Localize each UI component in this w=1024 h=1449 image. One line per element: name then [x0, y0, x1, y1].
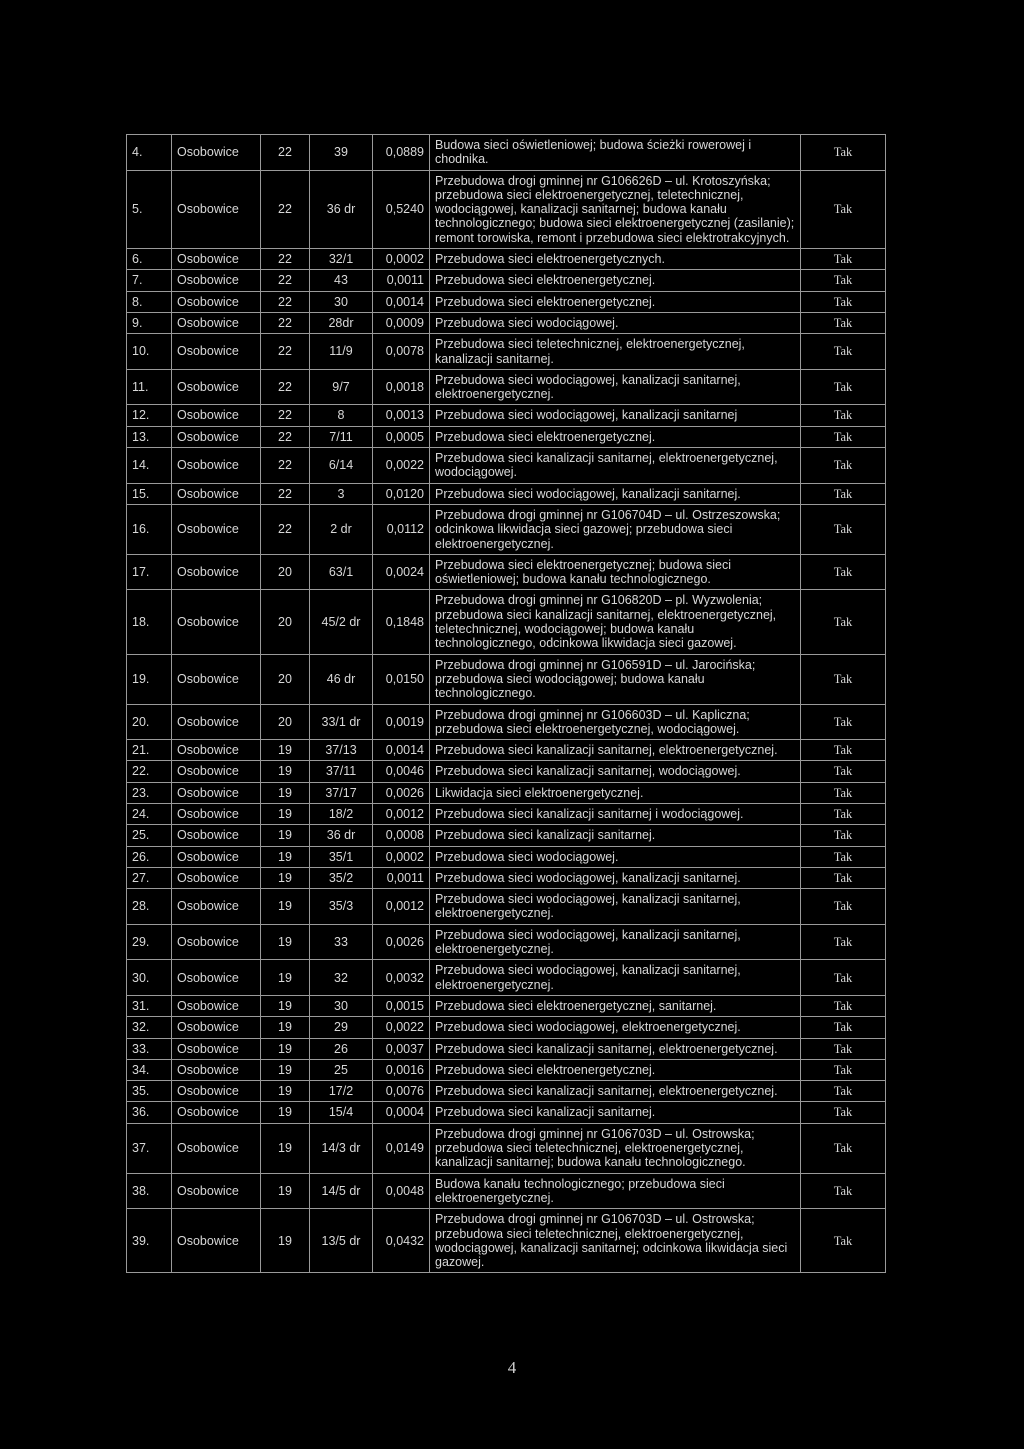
table-row	[127, 1123, 886, 1173]
precinct-name: Osobowice	[172, 312, 261, 333]
precinct-name: Osobowice	[172, 426, 261, 447]
row-number: 12.	[127, 405, 172, 426]
status-value: Tak	[801, 740, 886, 761]
status-value: Tak	[801, 889, 886, 925]
status-value: Tak	[801, 924, 886, 960]
status-value: Tak	[801, 483, 886, 504]
precinct-name: Osobowice	[172, 448, 261, 484]
map-sheet: 19	[261, 825, 310, 846]
row-number: 23.	[127, 782, 172, 803]
table-row	[127, 995, 886, 1016]
works-description: Przebudowa sieci kanalizacji sanitarnej i wodociągowej.	[430, 803, 801, 824]
table-row	[127, 1209, 886, 1273]
status-value: Tak	[801, 782, 886, 803]
parcel-number: 35/2	[310, 867, 373, 888]
table-row	[127, 405, 886, 426]
works-description: Przebudowa sieci wodociągowej, kanalizacji sanitarnej	[430, 405, 801, 426]
status-value: Tak	[801, 1102, 886, 1123]
parcel-area: 0,0011	[373, 270, 430, 291]
row-number: 14.	[127, 448, 172, 484]
parcel-number: 35/3	[310, 889, 373, 925]
parcel-area: 0,0432	[373, 1209, 430, 1273]
parcel-number: 13/5 dr	[310, 1209, 373, 1273]
parcel-area: 0,0004	[373, 1102, 430, 1123]
table-row	[127, 590, 886, 654]
status-value: Tak	[801, 291, 886, 312]
parcel-area: 0,0149	[373, 1123, 430, 1173]
works-description: Budowa kanału technologicznego; przebudowa sieci elektroenergetycznej.	[430, 1173, 801, 1209]
works-description: Przebudowa drogi gminnej nr G106703D – ul. Ostrowska; przebudowa sieci teletechnicznej, elektroenergetycznej, kanalizacji sanitarnej; budowa kanału technologicznego.	[430, 1123, 801, 1173]
precinct-name: Osobowice	[172, 924, 261, 960]
map-sheet: 19	[261, 1209, 310, 1273]
table-row	[127, 704, 886, 740]
parcel-area: 0,0150	[373, 654, 430, 704]
parcel-number: 2 dr	[310, 504, 373, 554]
parcel-number: 39	[310, 135, 373, 171]
parcel-area: 0,0024	[373, 554, 430, 590]
parcel-number: 18/2	[310, 803, 373, 824]
table-row	[127, 1102, 886, 1123]
table-row	[127, 846, 886, 867]
map-sheet: 19	[261, 1123, 310, 1173]
works-description: Przebudowa sieci wodociągowej.	[430, 312, 801, 333]
parcel-number: 11/9	[310, 334, 373, 370]
status-value: Tak	[801, 426, 886, 447]
precinct-name: Osobowice	[172, 270, 261, 291]
table-row	[127, 924, 886, 960]
table-row	[127, 483, 886, 504]
works-description: Przebudowa drogi gminnej nr G106603D – ul. Kapliczna; przebudowa sieci elektroenergetycznej, wodociągowej.	[430, 704, 801, 740]
parcel-area: 0,0048	[373, 1173, 430, 1209]
parcel-area: 0,0889	[373, 135, 430, 171]
status-value: Tak	[801, 761, 886, 782]
row-number: 39.	[127, 1209, 172, 1273]
table-row	[127, 654, 886, 704]
parcel-number: 37/17	[310, 782, 373, 803]
status-value: Tak	[801, 270, 886, 291]
parcel-area: 0,0112	[373, 504, 430, 554]
works-description: Przebudowa sieci wodociągowej, kanalizacji sanitarnej, elektroenergetycznej.	[430, 960, 801, 996]
status-value: Tak	[801, 1081, 886, 1102]
works-description: Przebudowa sieci elektroenergetycznej.	[430, 270, 801, 291]
row-number: 37.	[127, 1123, 172, 1173]
precinct-name: Osobowice	[172, 704, 261, 740]
precinct-name: Osobowice	[172, 1059, 261, 1080]
parcel-number: 14/3 dr	[310, 1123, 373, 1173]
parcel-area: 0,0011	[373, 867, 430, 888]
map-sheet: 22	[261, 270, 310, 291]
parcel-area: 0,0076	[373, 1081, 430, 1102]
row-number: 29.	[127, 924, 172, 960]
status-value: Tak	[801, 1059, 886, 1080]
precinct-name: Osobowice	[172, 1123, 261, 1173]
status-value: Tak	[801, 654, 886, 704]
works-description: Przebudowa sieci wodociągowej, kanalizacji sanitarnej, elektroenergetycznej.	[430, 889, 801, 925]
parcel-number: 6/14	[310, 448, 373, 484]
parcel-number: 17/2	[310, 1081, 373, 1102]
parcel-number: 30	[310, 995, 373, 1016]
precinct-name: Osobowice	[172, 1038, 261, 1059]
parcel-area: 0,0016	[373, 1059, 430, 1080]
status-value: Tak	[801, 825, 886, 846]
parcel-number: 28dr	[310, 312, 373, 333]
map-sheet: 19	[261, 740, 310, 761]
parcel-number: 3	[310, 483, 373, 504]
works-description: Przebudowa sieci teletechnicznej, elektroenergetycznej, kanalizacji sanitarnej.	[430, 334, 801, 370]
status-value: Tak	[801, 846, 886, 867]
status-value: Tak	[801, 135, 886, 171]
parcel-area: 0,0037	[373, 1038, 430, 1059]
precinct-name: Osobowice	[172, 170, 261, 248]
row-number: 4.	[127, 135, 172, 171]
works-description: Przebudowa sieci wodociągowej.	[430, 846, 801, 867]
status-value: Tak	[801, 1173, 886, 1209]
table-row	[127, 740, 886, 761]
parcel-area: 0,0008	[373, 825, 430, 846]
map-sheet: 22	[261, 369, 310, 405]
parcel-number: 15/4	[310, 1102, 373, 1123]
parcel-number: 29	[310, 1017, 373, 1038]
works-description: Przebudowa sieci wodociągowej, elektroenergetycznej.	[430, 1017, 801, 1038]
works-description: Przebudowa drogi gminnej nr G106703D – ul. Ostrowska; przebudowa sieci teletechnicznej, elektroenergetycznej, wodociągowej, kanalizacji sanitarnej; odcinkowa likwidacja sieci gazowej.	[430, 1209, 801, 1273]
table-row	[127, 960, 886, 996]
row-number: 35.	[127, 1081, 172, 1102]
precinct-name: Osobowice	[172, 1209, 261, 1273]
table-row	[127, 369, 886, 405]
parcel-area: 0,0005	[373, 426, 430, 447]
works-description: Przebudowa sieci wodociągowej, kanalizacji sanitarnej.	[430, 483, 801, 504]
row-number: 32.	[127, 1017, 172, 1038]
precinct-name: Osobowice	[172, 867, 261, 888]
table-row	[127, 334, 886, 370]
works-description: Przebudowa sieci kanalizacji sanitarnej, wodociągowej.	[430, 761, 801, 782]
parcel-number: 37/11	[310, 761, 373, 782]
status-value: Tak	[801, 249, 886, 270]
precinct-name: Osobowice	[172, 740, 261, 761]
map-sheet: 22	[261, 504, 310, 554]
precinct-name: Osobowice	[172, 135, 261, 171]
precinct-name: Osobowice	[172, 369, 261, 405]
table-row	[127, 504, 886, 554]
table-row	[127, 761, 886, 782]
status-value: Tak	[801, 803, 886, 824]
row-number: 17.	[127, 554, 172, 590]
parcel-number: 46 dr	[310, 654, 373, 704]
precinct-name: Osobowice	[172, 761, 261, 782]
parcel-number: 14/5 dr	[310, 1173, 373, 1209]
parcel-area: 0,0026	[373, 782, 430, 803]
page-number: 4	[507, 1358, 517, 1377]
table-row	[127, 1059, 886, 1080]
works-description: Przebudowa drogi gminnej nr G106820D – pl. Wyzwolenia; przebudowa sieci kanalizacji sanitarnej, elektroenergetycznej, teletechnicznej, wodociągowej; budowa kanału technologicznego, odcinkowa likwidacja sieci gazowej.	[430, 590, 801, 654]
parcel-area: 0,0018	[373, 369, 430, 405]
parcel-area: 0,5240	[373, 170, 430, 248]
row-number: 6.	[127, 249, 172, 270]
row-number: 36.	[127, 1102, 172, 1123]
map-sheet: 19	[261, 867, 310, 888]
map-sheet: 19	[261, 1017, 310, 1038]
row-number: 38.	[127, 1173, 172, 1209]
map-sheet: 19	[261, 924, 310, 960]
map-sheet: 20	[261, 704, 310, 740]
precinct-name: Osobowice	[172, 1102, 261, 1123]
parcel-area: 0,0014	[373, 291, 430, 312]
parcel-area: 0,0046	[373, 761, 430, 782]
status-value: Tak	[801, 554, 886, 590]
parcel-area: 0,0078	[373, 334, 430, 370]
table-row	[127, 825, 886, 846]
status-value: Tak	[801, 867, 886, 888]
map-sheet: 19	[261, 846, 310, 867]
works-description: Przebudowa sieci wodociągowej, kanalizacji sanitarnej.	[430, 867, 801, 888]
map-sheet: 19	[261, 1081, 310, 1102]
parcel-number: 43	[310, 270, 373, 291]
table-row	[127, 135, 886, 171]
parcel-area: 0,0002	[373, 846, 430, 867]
precinct-name: Osobowice	[172, 483, 261, 504]
parcel-area: 0,0014	[373, 740, 430, 761]
map-sheet: 19	[261, 1102, 310, 1123]
parcel-area: 0,0012	[373, 803, 430, 824]
parcel-area: 0,0009	[373, 312, 430, 333]
table-row	[127, 448, 886, 484]
row-number: 20.	[127, 704, 172, 740]
parcel-number: 37/13	[310, 740, 373, 761]
row-number: 26.	[127, 846, 172, 867]
works-description: Przebudowa sieci kanalizacji sanitarnej, elektroenergetycznej.	[430, 740, 801, 761]
row-number: 21.	[127, 740, 172, 761]
row-number: 8.	[127, 291, 172, 312]
table-row	[127, 312, 886, 333]
precinct-name: Osobowice	[172, 405, 261, 426]
works-description: Przebudowa sieci elektroenergetycznej.	[430, 426, 801, 447]
map-sheet: 19	[261, 1059, 310, 1080]
map-sheet: 19	[261, 889, 310, 925]
table-row	[127, 803, 886, 824]
map-sheet: 22	[261, 483, 310, 504]
status-value: Tak	[801, 170, 886, 248]
precinct-name: Osobowice	[172, 334, 261, 370]
table-row	[127, 1017, 886, 1038]
row-number: 9.	[127, 312, 172, 333]
row-number: 19.	[127, 654, 172, 704]
parcel-area: 0,1848	[373, 590, 430, 654]
parcel-number: 45/2 dr	[310, 590, 373, 654]
parcel-area: 0,0120	[373, 483, 430, 504]
row-number: 34.	[127, 1059, 172, 1080]
table-row	[127, 554, 886, 590]
parcel-table	[126, 134, 886, 1273]
parcel-number: 63/1	[310, 554, 373, 590]
table-row	[127, 291, 886, 312]
precinct-name: Osobowice	[172, 995, 261, 1016]
works-description: Przebudowa sieci elektroenergetycznej, sanitarnej.	[430, 995, 801, 1016]
parcel-area: 0,0002	[373, 249, 430, 270]
table-row	[127, 426, 886, 447]
parcel-number: 32	[310, 960, 373, 996]
parcel-area: 0,0026	[373, 924, 430, 960]
precinct-name: Osobowice	[172, 846, 261, 867]
map-sheet: 22	[261, 291, 310, 312]
works-description: Przebudowa sieci elektroenergetycznej.	[430, 291, 801, 312]
parcel-area: 0,0012	[373, 889, 430, 925]
table-row	[127, 170, 886, 248]
works-description: Przebudowa drogi gminnej nr G106704D – ul. Ostrzeszowska; odcinkowa likwidacja sieci gazowej; przebudowa sieci elektroenergetycznej.	[430, 504, 801, 554]
map-sheet: 22	[261, 448, 310, 484]
table-row	[127, 782, 886, 803]
table-row	[127, 1173, 886, 1209]
status-value: Tak	[801, 995, 886, 1016]
row-number: 7.	[127, 270, 172, 291]
map-sheet: 20	[261, 554, 310, 590]
works-description: Przebudowa sieci kanalizacji sanitarnej, elektroenergetycznej.	[430, 1038, 801, 1059]
row-number: 5.	[127, 170, 172, 248]
parcel-area: 0,0022	[373, 448, 430, 484]
status-value: Tak	[801, 704, 886, 740]
status-value: Tak	[801, 312, 886, 333]
row-number: 30.	[127, 960, 172, 996]
works-description: Przebudowa sieci elektroenergetycznych.	[430, 249, 801, 270]
map-sheet: 19	[261, 1173, 310, 1209]
parcel-area: 0,0032	[373, 960, 430, 996]
map-sheet: 22	[261, 312, 310, 333]
works-description: Przebudowa sieci kanalizacji sanitarnej.	[430, 825, 801, 846]
table-row	[127, 249, 886, 270]
map-sheet: 22	[261, 170, 310, 248]
parcel-number: 32/1	[310, 249, 373, 270]
works-description: Budowa sieci oświetleniowej; budowa ścieżki rowerowej i chodnika.	[430, 135, 801, 171]
map-sheet: 19	[261, 995, 310, 1016]
precinct-name: Osobowice	[172, 590, 261, 654]
table-row	[127, 1038, 886, 1059]
precinct-name: Osobowice	[172, 249, 261, 270]
parcel-area: 0,0022	[373, 1017, 430, 1038]
precinct-name: Osobowice	[172, 1173, 261, 1209]
parcel-table-body	[127, 135, 886, 1273]
status-value: Tak	[801, 334, 886, 370]
parcel-number: 36 dr	[310, 825, 373, 846]
precinct-name: Osobowice	[172, 782, 261, 803]
precinct-name: Osobowice	[172, 1017, 261, 1038]
parcel-number: 30	[310, 291, 373, 312]
map-sheet: 22	[261, 426, 310, 447]
precinct-name: Osobowice	[172, 960, 261, 996]
table-row	[127, 270, 886, 291]
map-sheet: 20	[261, 590, 310, 654]
row-number: 18.	[127, 590, 172, 654]
map-sheet: 19	[261, 803, 310, 824]
status-value: Tak	[801, 1017, 886, 1038]
row-number: 27.	[127, 867, 172, 888]
works-description: Przebudowa sieci kanalizacji sanitarnej, elektroenergetycznej, wodociągowej.	[430, 448, 801, 484]
works-description: Likwidacja sieci elektroenergetycznej.	[430, 782, 801, 803]
parcel-area: 0,0015	[373, 995, 430, 1016]
parcel-area: 0,0013	[373, 405, 430, 426]
parcel-number: 7/11	[310, 426, 373, 447]
map-sheet: 22	[261, 405, 310, 426]
works-description: Przebudowa sieci kanalizacji sanitarnej.	[430, 1102, 801, 1123]
precinct-name: Osobowice	[172, 803, 261, 824]
table-row	[127, 889, 886, 925]
parcel-number: 26	[310, 1038, 373, 1059]
row-number: 10.	[127, 334, 172, 370]
status-value: Tak	[801, 504, 886, 554]
parcel-number: 9/7	[310, 369, 373, 405]
parcel-number: 33/1 dr	[310, 704, 373, 740]
works-description: Przebudowa drogi gminnej nr G106626D – ul. Krotoszyńska; przebudowa sieci elektroenergetycznej, teletechnicznej, wodociągowej, kanalizacji sanitarnej; budowa kanału technologicznego; budowa sieci elektroenergetycznej (zasilanie); remont torowiska, remont i przebudowa sieci elektrotrakcyjnych.	[430, 170, 801, 248]
status-value: Tak	[801, 405, 886, 426]
parcel-number: 8	[310, 405, 373, 426]
table-row	[127, 1081, 886, 1102]
row-number: 22.	[127, 761, 172, 782]
map-sheet: 19	[261, 1038, 310, 1059]
row-number: 16.	[127, 504, 172, 554]
precinct-name: Osobowice	[172, 654, 261, 704]
map-sheet: 20	[261, 654, 310, 704]
status-value: Tak	[801, 960, 886, 996]
works-description: Przebudowa drogi gminnej nr G106591D – ul. Jarocińska; przebudowa sieci wodociągowej; budowa kanału technologicznego.	[430, 654, 801, 704]
precinct-name: Osobowice	[172, 504, 261, 554]
status-value: Tak	[801, 448, 886, 484]
parcel-number: 33	[310, 924, 373, 960]
parcel-number: 25	[310, 1059, 373, 1080]
precinct-name: Osobowice	[172, 825, 261, 846]
parcel-number: 36 dr	[310, 170, 373, 248]
map-sheet: 19	[261, 761, 310, 782]
parcel-number: 35/1	[310, 846, 373, 867]
row-number: 15.	[127, 483, 172, 504]
row-number: 11.	[127, 369, 172, 405]
map-sheet: 19	[261, 782, 310, 803]
parcel-area: 0,0019	[373, 704, 430, 740]
works-description: Przebudowa sieci kanalizacji sanitarnej, elektroenergetycznej.	[430, 1081, 801, 1102]
document-page	[126, 134, 886, 1273]
row-number: 25.	[127, 825, 172, 846]
row-number: 33.	[127, 1038, 172, 1059]
status-value: Tak	[801, 1123, 886, 1173]
works-description: Przebudowa sieci wodociągowej, kanalizacji sanitarnej, elektroenergetycznej.	[430, 369, 801, 405]
precinct-name: Osobowice	[172, 889, 261, 925]
status-value: Tak	[801, 369, 886, 405]
row-number: 24.	[127, 803, 172, 824]
status-value: Tak	[801, 1038, 886, 1059]
precinct-name: Osobowice	[172, 1081, 261, 1102]
map-sheet: 19	[261, 960, 310, 996]
row-number: 31.	[127, 995, 172, 1016]
works-description: Przebudowa sieci wodociągowej, kanalizacji sanitarnej, elektroenergetycznej.	[430, 924, 801, 960]
precinct-name: Osobowice	[172, 554, 261, 590]
row-number: 28.	[127, 889, 172, 925]
map-sheet: 22	[261, 249, 310, 270]
works-description: Przebudowa sieci elektroenergetycznej; budowa sieci oświetleniowej; budowa kanału technologicznego.	[430, 554, 801, 590]
precinct-name: Osobowice	[172, 291, 261, 312]
status-value: Tak	[801, 1209, 886, 1273]
map-sheet: 22	[261, 334, 310, 370]
table-row	[127, 867, 886, 888]
row-number: 13.	[127, 426, 172, 447]
status-value: Tak	[801, 590, 886, 654]
works-description: Przebudowa sieci elektroenergetycznej.	[430, 1059, 801, 1080]
map-sheet: 22	[261, 135, 310, 171]
